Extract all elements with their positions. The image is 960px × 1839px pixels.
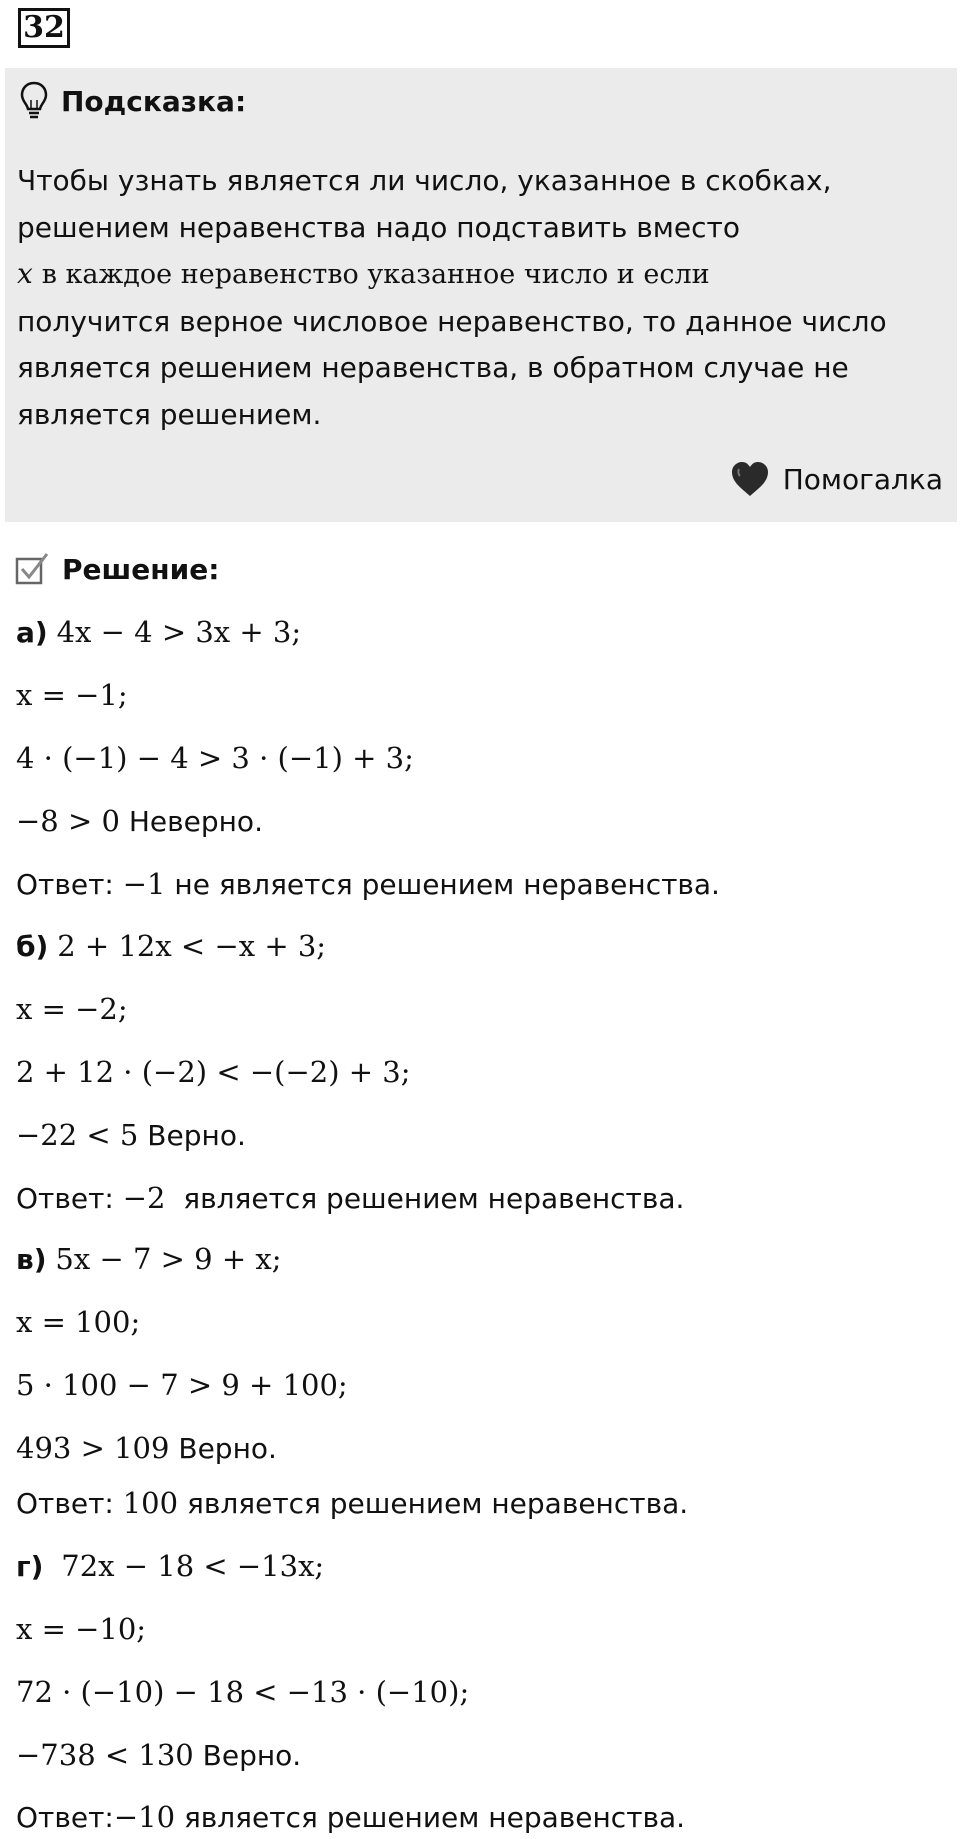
part-v-value (16, 1302, 140, 1343)
result-math: −22 < 5 (16, 1118, 139, 1152)
hint-line-text: в каждое неравенство указанное число и если (41, 259, 710, 290)
hint-text (17, 158, 945, 438)
solution-header (14, 546, 219, 592)
answer-prefix: Ответ: (16, 1487, 114, 1520)
inequality: 4x − 4 > 3x + 3; (56, 615, 302, 649)
test-value: x = −1; (16, 678, 128, 712)
part-g-value (16, 1609, 146, 1650)
hint-header (19, 76, 246, 126)
part-b-value (16, 989, 128, 1030)
part-v-answer (16, 1483, 688, 1524)
result-math: −738 < 130 (16, 1738, 194, 1772)
result-math: −8 > 0 (16, 804, 120, 838)
heart-icon (729, 459, 771, 499)
lightbulb-icon (19, 80, 49, 122)
answer-value: −10 (113, 1800, 176, 1834)
answer-prefix: Ответ: (16, 1182, 114, 1215)
part-v-result (16, 1428, 277, 1469)
part-a-answer (16, 864, 720, 905)
part-g-substitution (16, 1672, 469, 1713)
answer-text: не является решением неравенства. (174, 868, 720, 901)
answer-text: является решением неравенства. (183, 1182, 685, 1215)
hint-line (17, 251, 945, 299)
result-word: Верно. (202, 1739, 302, 1772)
part-v-substitution (16, 1365, 348, 1406)
answer-value: 100 (122, 1486, 179, 1520)
part-label: а) (16, 616, 48, 649)
checkbox-checked-icon (14, 551, 50, 587)
substitution: 2 + 12 · (−2) < −(−2) + 3; (16, 1055, 411, 1089)
substitution: 72 · (−10) − 18 < −13 · (−10); (16, 1675, 470, 1709)
credit-text: Помогалка (782, 462, 943, 496)
hint-line: получится верное числовое неравенство, то данное число (17, 304, 887, 338)
result-word: Неверно. (128, 805, 263, 838)
test-value: x = −10; (16, 1612, 147, 1646)
part-label: г) (16, 1550, 44, 1583)
part-a-substitution (16, 738, 414, 779)
test-value: x = −2; (16, 992, 128, 1026)
part-b-substitution (16, 1052, 411, 1093)
answer-text: является решением неравенства. (187, 1487, 689, 1520)
result-word: Верно. (178, 1432, 277, 1465)
answer-value: −2 (122, 1181, 166, 1215)
answer-value: −1 (122, 867, 166, 901)
result-math: 493 > 109 (16, 1431, 170, 1465)
answer-prefix: Ответ: (16, 868, 114, 901)
hint-title: Подсказка: (61, 84, 247, 118)
result-word: Верно. (147, 1119, 246, 1152)
solution-title: Решение: (62, 552, 220, 586)
inequality: 2 + 12x < −x + 3; (57, 929, 327, 963)
hint-box (5, 68, 957, 522)
hint-line: решением неравенства надо подставить вместо (17, 210, 740, 244)
answer-text: является решением неравенства. (183, 1801, 686, 1834)
hint-line: Чтобы узнать является ли число, указанное в скобках, (17, 164, 832, 197)
substitution: 5 · 100 − 7 > 9 + 100; (16, 1368, 348, 1402)
part-label: в) (16, 1243, 47, 1276)
part-v-inequality (16, 1239, 281, 1280)
inequality: 72x − 18 < −13x; (61, 1549, 325, 1583)
hint-line: является решением неравенства, в обратном случае не (17, 351, 849, 384)
part-g-inequality (16, 1546, 324, 1587)
part-b-answer (16, 1178, 684, 1219)
inequality: 5x − 7 > 9 + x; (55, 1242, 282, 1276)
credit (729, 456, 943, 502)
part-a-result (16, 801, 263, 842)
part-g-answer (16, 1797, 685, 1838)
part-b-inequality (16, 926, 326, 967)
part-a-inequality (16, 612, 301, 653)
test-value: x = 100; (16, 1305, 141, 1339)
part-label: б) (16, 930, 49, 963)
part-b-result (16, 1115, 246, 1156)
part-a-value (16, 675, 128, 716)
answer-prefix: Ответ: (16, 1801, 114, 1834)
hint-line: является решением. (17, 397, 322, 431)
substitution: 4 · (−1) − 4 > 3 · (−1) + 3; (16, 741, 414, 775)
part-g-result (16, 1735, 301, 1776)
problem-number: 32 (18, 8, 70, 48)
hint-variable: x (17, 257, 33, 290)
